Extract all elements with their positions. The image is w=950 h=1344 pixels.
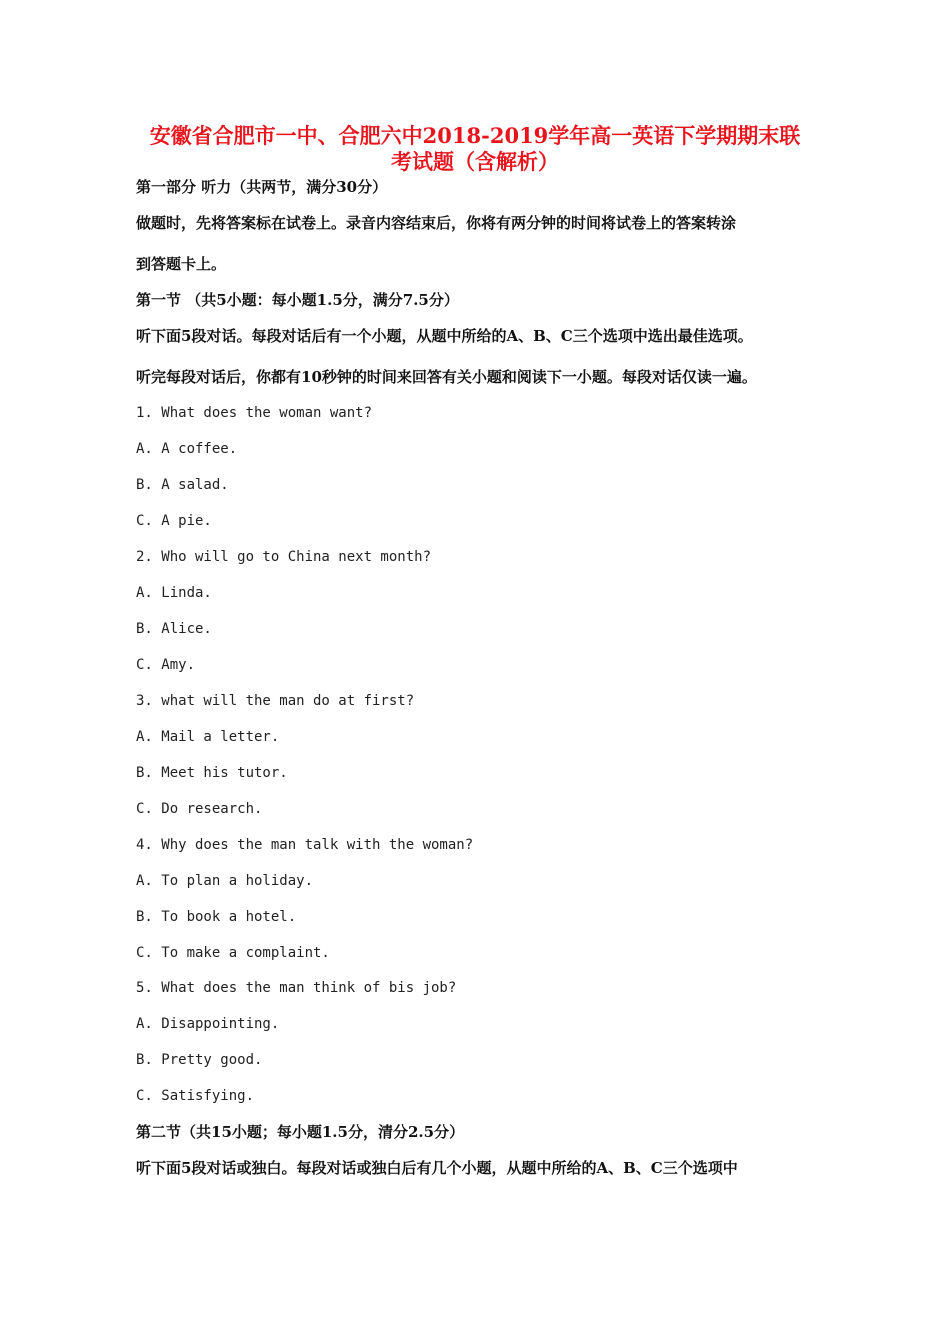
option-line: A. Disappointing. [136,1016,280,1032]
option-line: C. A pie. [136,513,212,529]
question-2: 2. Who will go to China next month? [136,549,432,565]
instruction-line: 做题时，先将答案标在试卷上。录音内容结束后，你将有两分钟的时间将试卷上的答案转涂 [136,214,737,232]
question-1: 1. What does the woman want? [136,405,373,421]
question-4: 4. Why does the man talk with the woman? [136,837,474,853]
instruction-line: 听下面5段对话或独白。每段对话或独白后有几个小题，从题中所给的A、B、C三个选项中 [136,1159,738,1177]
instruction-line: 到答题卡上。 [136,255,227,273]
instruction-line: 听完每段对话后，你都有10秒钟的时间来回答有关小题和阅读下一小题。每段对话仅读一遍。 [136,368,757,386]
option-line: C. Amy. [136,657,196,673]
option-line: C. To make a complaint. [136,945,330,961]
option-line: A. Linda. [136,585,212,601]
instruction-line: 听下面5段对话。每段对话后有一个小题，从题中所给的A、B、C三个选项中选出最佳选项。 [136,327,753,345]
document-title-line-2: 考试题（含解析） [391,149,559,174]
option-line: C. Do research. [136,801,263,817]
section-heading-part-1: 第一部分 听力（共两节，满分30分） [136,178,388,196]
option-line: A. Mail a letter. [136,729,280,745]
question-5: 5. What does the man think of bis job? [136,980,457,996]
option-line: A. A coffee. [136,441,238,457]
option-line: B. A salad. [136,477,229,493]
option-line: B. Pretty good. [136,1052,263,1068]
option-line: C. Satisfying. [136,1088,255,1104]
option-line: A. To plan a holiday. [136,873,314,889]
section-heading-1: 第一节 （共5小题：每小题1.5分，满分7.5分） [136,291,459,309]
option-line: B. To book a hotel. [136,909,297,925]
section-heading-2: 第二节（共15小题；每小题1.5分，清分2.5分） [136,1123,465,1141]
option-line: B. Alice. [136,621,212,637]
option-line: B. Meet his tutor. [136,765,288,781]
document-title-line-1: 安徽省合肥市一中、合肥六中2018-2019学年高一英语下学期期末联 [149,123,801,148]
question-3: 3. what will the man do at first? [136,693,415,709]
